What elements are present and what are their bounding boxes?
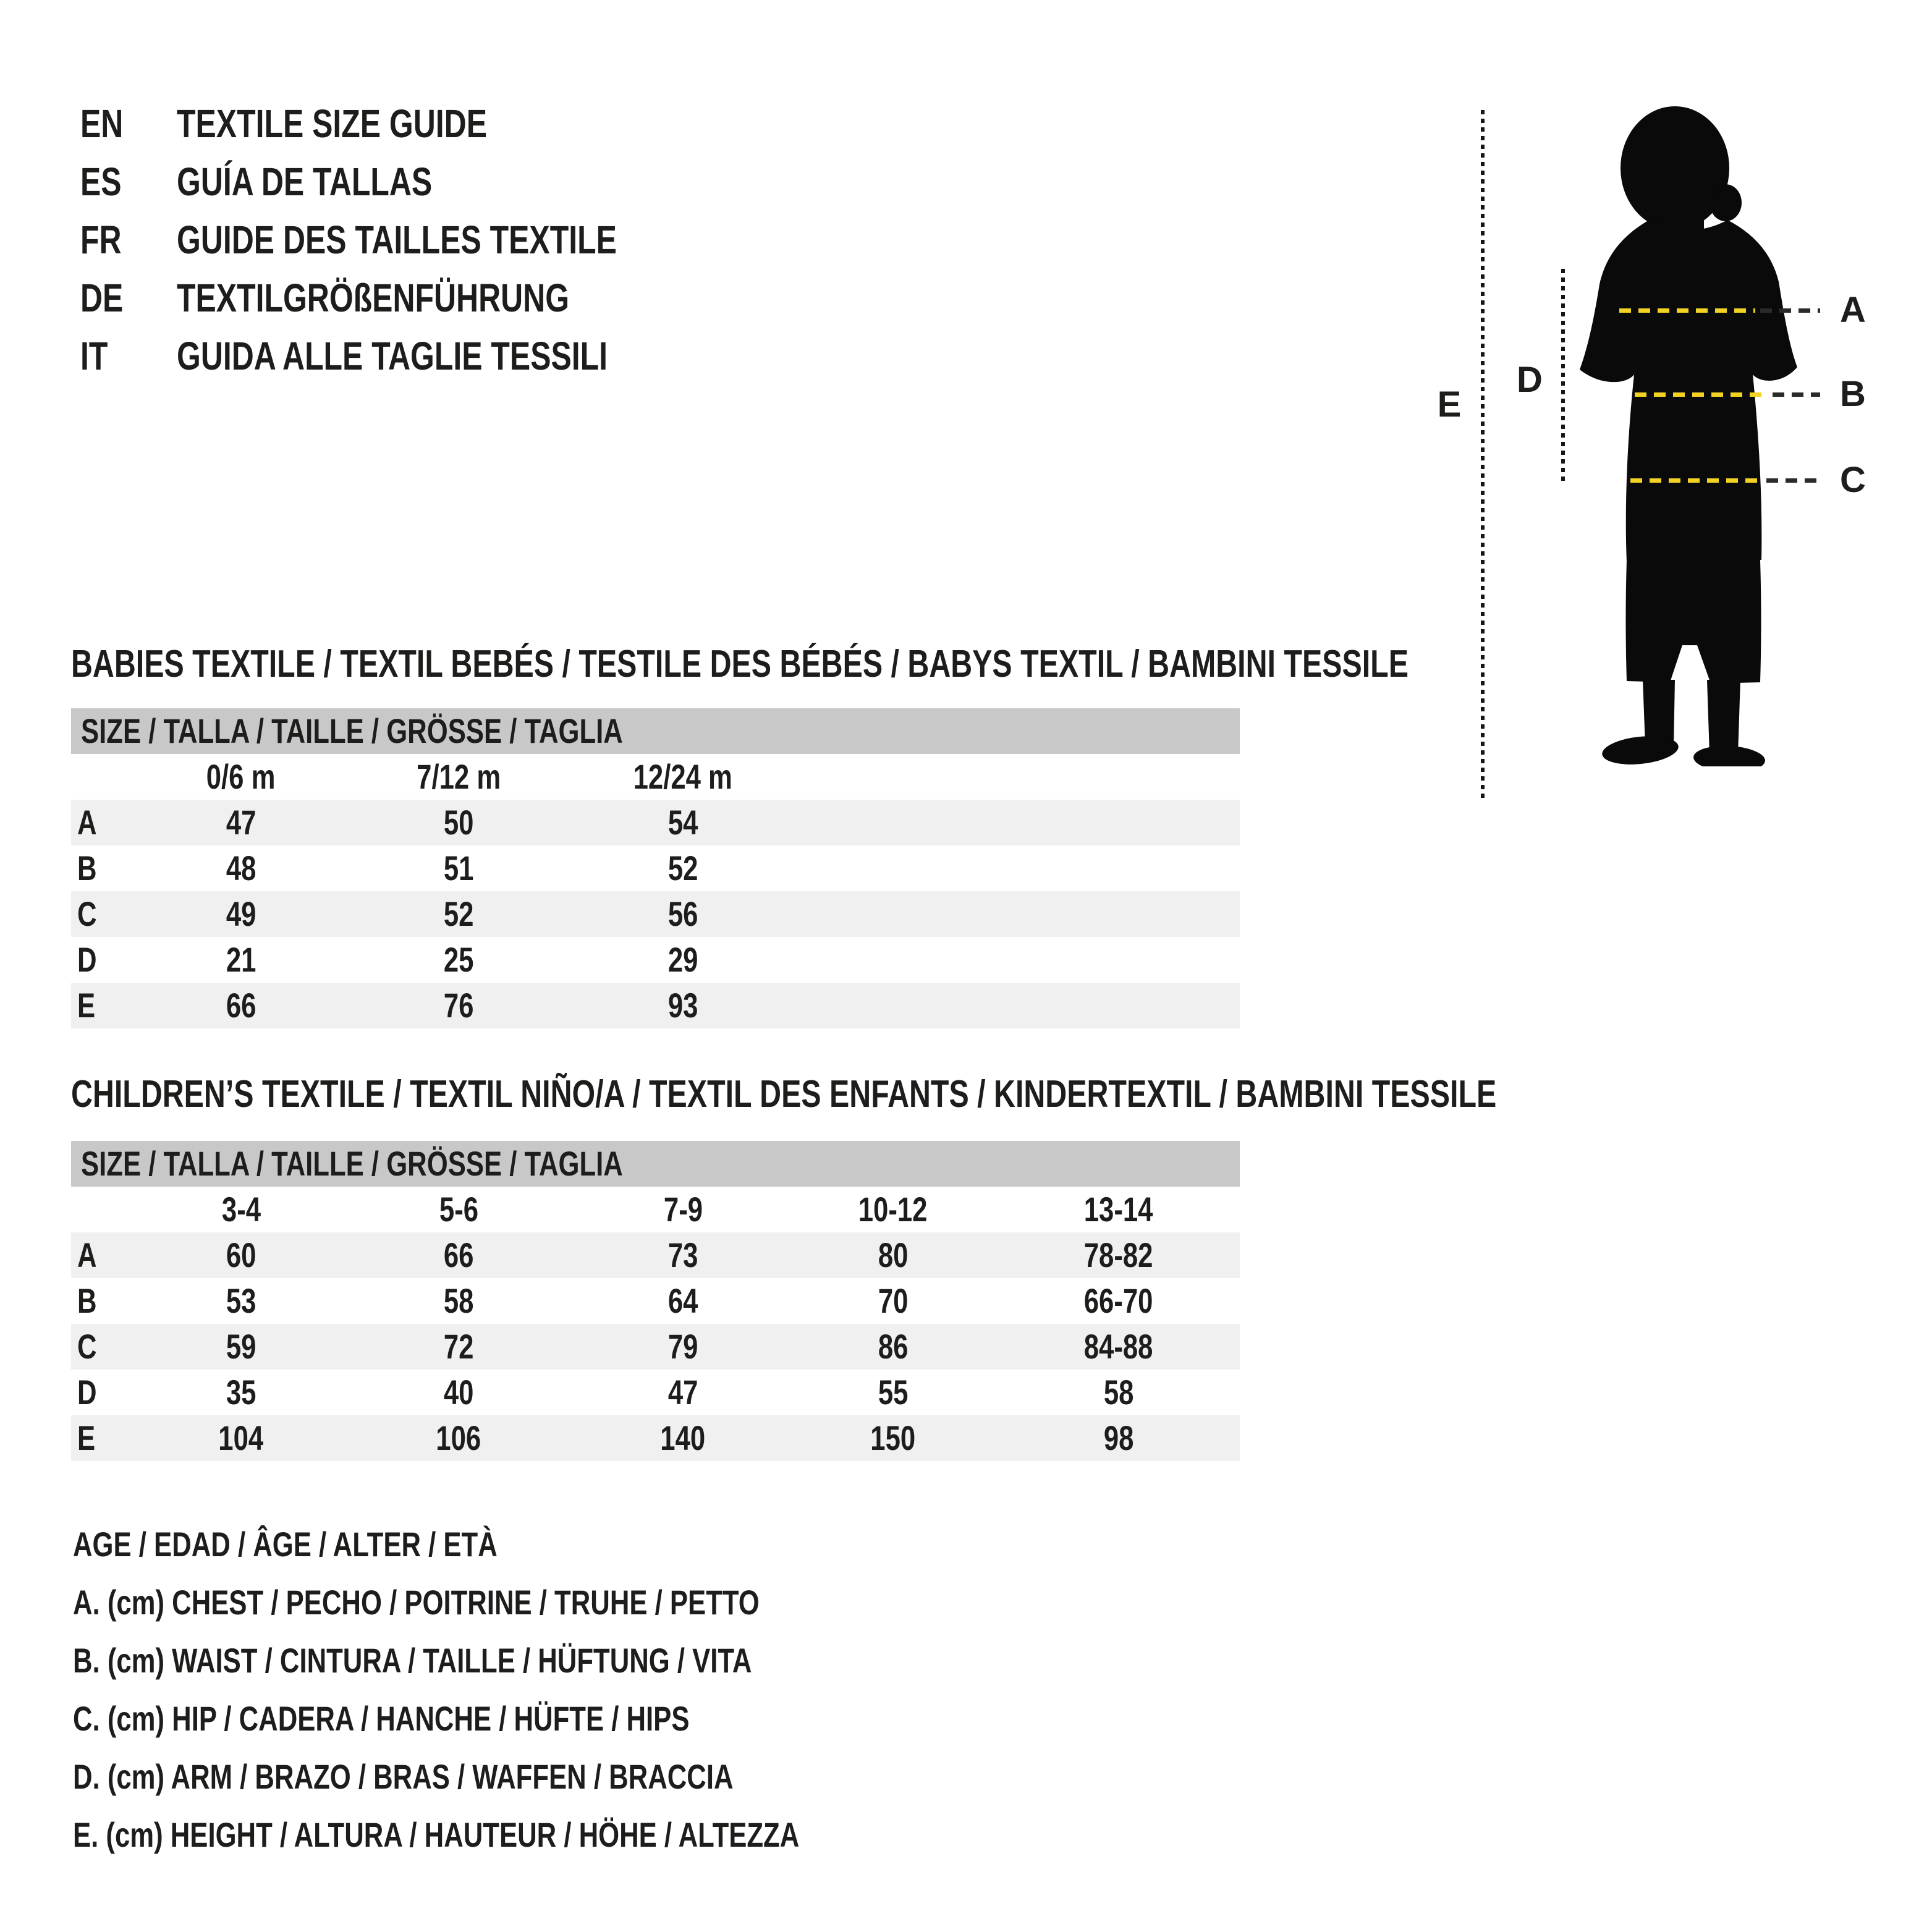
cell-value: 49	[226, 894, 256, 933]
column-header: 5-6	[439, 1190, 478, 1229]
language-row-de	[80, 273, 707, 323]
cell-value: 55	[878, 1373, 909, 1412]
cell-value: 98	[1103, 1418, 1134, 1457]
cell-value: 54	[667, 803, 698, 842]
measure-label-b: B	[1840, 374, 1866, 414]
table-row-a	[71, 1232, 1240, 1278]
column-header: 13-14	[1084, 1190, 1153, 1229]
cell-value: 140	[660, 1418, 706, 1457]
language-title: GUIDE DES TAILLES TEXTILE	[177, 218, 617, 262]
cell-value: 50	[443, 803, 474, 842]
cell-value: 150	[870, 1418, 916, 1457]
language-title: TEXTILE SIZE GUIDE	[177, 101, 488, 146]
row-letter: D	[77, 1373, 97, 1412]
cell-value: 66	[443, 1235, 474, 1274]
silhouette-ear	[1710, 184, 1742, 221]
silhouette-right-leg	[1707, 680, 1740, 754]
cell-value: 64	[667, 1281, 698, 1320]
table-row-e	[71, 983, 1240, 1028]
language-row-es	[80, 157, 532, 206]
cell-value: 29	[667, 940, 698, 979]
table-row-d	[71, 1370, 1240, 1415]
cell-value: 73	[667, 1235, 698, 1274]
cell-value: 60	[226, 1235, 256, 1274]
language-code: IT	[80, 334, 108, 378]
language-code: FR	[80, 218, 122, 262]
cell-value: 21	[226, 940, 256, 979]
cell-value: 52	[443, 894, 474, 933]
table-row-d	[71, 937, 1240, 983]
cell-value: 70	[878, 1281, 909, 1320]
column-header: 0/6 m	[206, 757, 276, 796]
chest-line-yellow	[1619, 308, 1755, 313]
cell-value: 47	[667, 1373, 698, 1412]
language-code: DE	[80, 276, 124, 320]
cell-value: 47	[226, 803, 256, 842]
silhouette-right-shoe	[1693, 744, 1766, 766]
legend-line-height: E. (cm) HEIGHT / ALTURA / HAUTEUR / HÖHE / ALTEZZA	[73, 1815, 800, 1854]
cell-value: 86	[878, 1327, 909, 1366]
row-letter: E	[77, 1418, 96, 1457]
language-title: TEXTILGRÖßENFÜHRUNG	[177, 276, 570, 320]
waist-line-yellow	[1635, 392, 1768, 397]
table-row-a	[71, 800, 1240, 845]
hip-line-yellow	[1630, 478, 1761, 483]
cell-value: 25	[443, 940, 474, 979]
cell-value: 78-82	[1084, 1235, 1153, 1274]
legend-line-waist: B. (cm) WAIST / CINTURA / TAILLE / HÜFTUNG / VITA	[73, 1641, 752, 1680]
language-row-fr	[80, 215, 768, 265]
waist-line-dark	[1773, 392, 1820, 397]
column-header: 7/12 m	[417, 757, 501, 796]
babies-column-header-row	[71, 754, 1240, 800]
language-title: GUÍA DE TALLAS	[177, 159, 433, 204]
silhouette-left-leg	[1643, 680, 1675, 745]
legend-line-arm: D. (cm) ARM / BRAZO / BRAS / WAFFEN / BRACCIA	[73, 1757, 734, 1796]
cell-value: 79	[667, 1327, 698, 1366]
cell-value: 59	[226, 1327, 256, 1366]
cell-value: 104	[218, 1418, 264, 1457]
cell-value: 58	[1103, 1373, 1134, 1412]
column-header: 3-4	[221, 1190, 261, 1229]
cell-value: 52	[667, 849, 698, 888]
cell-value: 51	[443, 849, 474, 888]
measure-label-e: E	[1437, 384, 1462, 425]
cell-value: 93	[667, 986, 698, 1025]
measure-label-c: C	[1840, 460, 1866, 500]
row-letter: D	[77, 940, 97, 979]
row-letter: A	[77, 803, 97, 842]
cell-value: 53	[226, 1281, 256, 1320]
table-row-b	[71, 1278, 1240, 1324]
row-letter: C	[77, 1327, 97, 1366]
row-letter: E	[77, 986, 96, 1025]
row-letter: B	[77, 1281, 97, 1320]
legend-line-chest: A. (cm) CHEST / PECHO / POITRINE / TRUHE / PETTO	[73, 1583, 760, 1622]
language-row-it	[80, 331, 756, 381]
column-header: 10-12	[858, 1190, 928, 1229]
cell-value: 72	[443, 1327, 474, 1366]
column-header: 12/24 m	[633, 757, 733, 796]
table-row-c	[71, 891, 1240, 937]
column-header: 7-9	[663, 1190, 703, 1229]
language-code: EN	[80, 101, 124, 146]
cell-value: 56	[667, 894, 698, 933]
legend-line-age: AGE / EDAD / ÂGE / ALTER / ETÀ	[73, 1525, 498, 1564]
measure-label-d: D	[1517, 360, 1543, 400]
cell-value: 58	[443, 1281, 474, 1320]
cell-value: 66-70	[1084, 1281, 1153, 1320]
cell-value: 40	[443, 1373, 474, 1412]
table-row-b	[71, 845, 1240, 891]
silhouette-shirt	[1580, 219, 1797, 562]
cell-value: 84-88	[1084, 1327, 1153, 1366]
cell-value: 76	[443, 986, 474, 1025]
language-row-en	[80, 99, 602, 148]
hip-line-dark	[1766, 478, 1820, 483]
cell-value: 106	[436, 1418, 481, 1457]
babies-section-heading: BABIES TEXTILE / TEXTIL BEBÉS / TESTILE DES BÉBÉS / BABYS TEXTIL / BAMBINI TESSILE	[71, 643, 1409, 685]
table-row-e	[71, 1415, 1240, 1461]
height-e-dotted-line	[1481, 110, 1485, 799]
row-letter: A	[77, 1235, 97, 1274]
measure-label-a: A	[1840, 290, 1866, 330]
language-code: ES	[80, 159, 122, 204]
cell-value: 66	[226, 986, 256, 1025]
children-size-bar: SIZE / TALLA / TAILLE / GRÖSSE / TAGLIA	[71, 1141, 1240, 1187]
chest-line-dark	[1760, 308, 1820, 313]
babies-size-bar: SIZE / TALLA / TAILLE / GRÖSSE / TAGLIA	[71, 708, 1240, 754]
row-letter: C	[77, 894, 97, 933]
arm-d-dotted-line	[1561, 269, 1565, 482]
cell-value: 35	[226, 1373, 256, 1412]
legend-line-hip: C. (cm) HIP / CADERA / HANCHE / HÜFTE / HIPS	[73, 1699, 690, 1738]
cell-value: 48	[226, 849, 256, 888]
row-letter: B	[77, 849, 97, 888]
table-row-c	[71, 1324, 1240, 1370]
children-column-header-row	[71, 1187, 1240, 1232]
children-section-heading: CHILDREN’S TEXTILE / TEXTIL NIÑO/A / TEXTIL DES ENFANTS / KINDERTEXTIL / BAMBINI TESSILE	[71, 1073, 1497, 1116]
language-title: GUIDA ALLE TAGLIE TESSILI	[177, 334, 608, 378]
cell-value: 80	[878, 1235, 909, 1274]
